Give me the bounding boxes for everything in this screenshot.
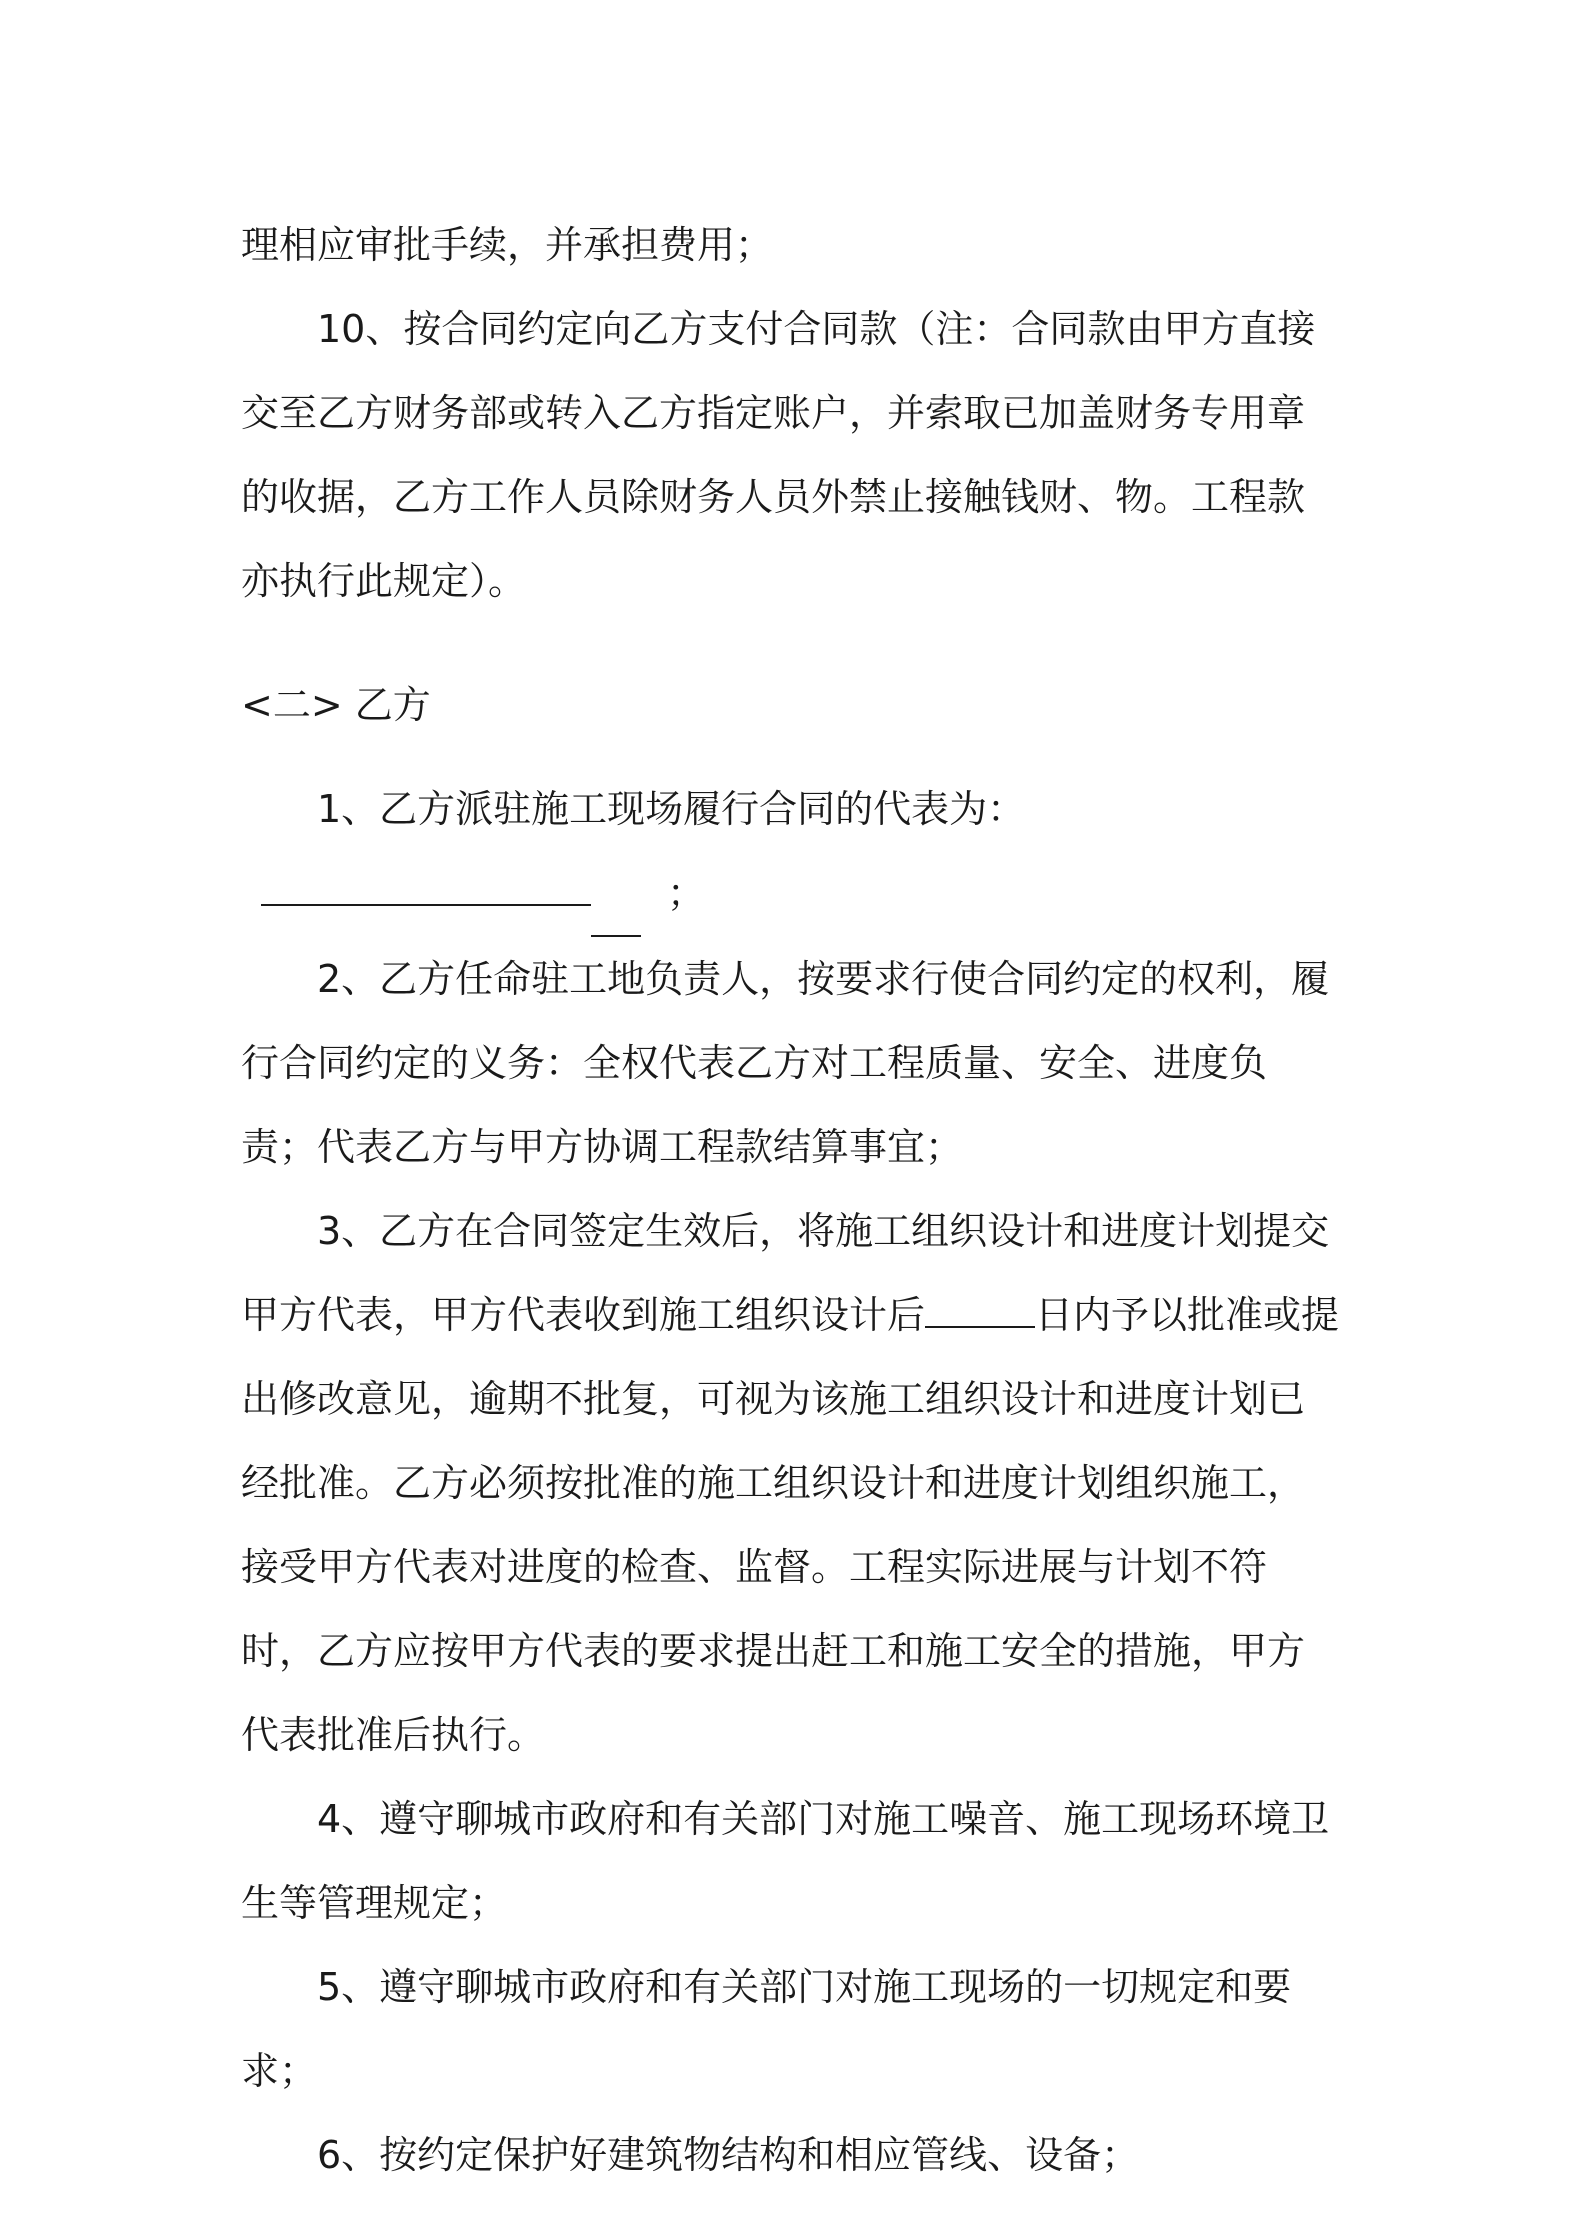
party-a-tail [241,203,1341,623]
clause-b3-text-2: 日内予以批准或提出修改意见，逾期不批复，可视为该施工组织设计和进度计划已经批准。乙方必须按批准的施工组织设计和进度计划组织施工，接受甲方代表对进度的检查、监督。工程实际进展与计划不符时，乙方应按甲方代表的要求提出赶工和施工安全的措施，甲方代表批准后执行。 [241,1293,1340,1757]
clause-b6: 6、按约定保护好建筑物结构和相应管线、设备； [317,2133,1140,2177]
clause-b1-suffix: ； [591,851,641,937]
continued-clause-text: 理相应审批手续，并承担费用； [241,223,774,267]
party-b-section [241,663,1341,747]
clause-b4: 4、遵守聊城市政府和有关部门对施工噪音、施工现场环境卫生等管理规定； [241,1797,1330,1925]
clause-b1 [241,767,1341,937]
representative-blank[interactable] [261,868,591,906]
clause-b3-text-1: 3、乙方在合同签定生效后，将施工组织设计和进度计划提交甲方代表，甲方代表收到施工组织设计后 [241,1209,1330,1337]
days-blank[interactable] [925,1290,1035,1328]
party-b-clauses [241,767,1341,2197]
clause-b5: 5、遵守聊城市政府和有关部门对施工现场的一切规定和要求； [241,1965,1292,2093]
section-heading-party-b: <二> 乙方 [241,683,431,727]
clause-b2: 2、乙方任命驻工地负责人，按要求行使合同约定的权利，履行合同约定的义务：全权代表乙方对工程质量、安全、进度负责；代表乙方与甲方协调工程款结算事宜； [241,957,1330,1169]
clause-10: 10、按合同约定向乙方支付合同款（注：合同款由甲方直接交至乙方财务部或转入乙方指定账户，并索取已加盖财务专用章的收据，乙方工作人员除财务人员外禁止接触钱财、物。工程款亦执行此规定）。 [241,307,1316,603]
clause-b1-text: 1、乙方派驻施工现场履行合同的代表为： [317,787,1026,831]
clause-b3 [241,1189,1341,1777]
